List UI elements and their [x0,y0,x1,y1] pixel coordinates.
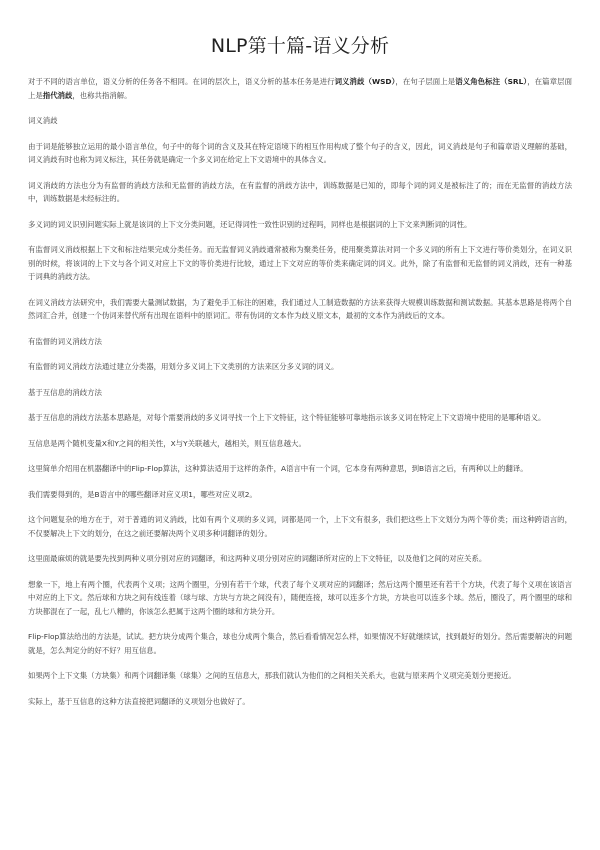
paragraph-15: 如果两个上下文集（方块集）和两个词翻译集（球集）之间的互信息大，那我们就认为他们的之间相关关系大，也就与原来两个义项完美划分更接近。 [28,671,516,680]
paragraph-6: 有监督的词义消歧方法通过建立分类器，用划分多义词上下文类别的方法来区分多义词的词义。 [28,362,339,371]
intro-paragraph [28,75,572,102]
intro-term-coref: 指代消歧 [42,90,73,100]
intro-text-3: ，在篇章层面上是 [28,77,572,100]
paragraph-10: 我们需要得到的，是B语言中的哪些翻译对应义项1，哪些对应义项2。 [28,489,257,499]
intro-text-1: 对于不同的语言单位，语义分析的任务各不相同。在词的层次上，语义分析的基本任务是进行 [28,77,335,86]
page-title: NLP第十篇-语义分析 [210,35,390,57]
paragraph-5: 在词义消歧方法研究中，我们需要大量测试数据，为了避免手工标注的困难，我们通过人工制造数据的方法来获得大规模训练数据和测试数据。其基本思路是将两个自然词汇合并，创建一个伪词来替代所有出现在语料中的原词汇。带有伪词的文本作为歧义原文本，最初的文本作为消歧后的文本。 [28,297,572,320]
paragraph-3: 多义词的词义识别问题实际上就是该词的上下文分类问题，还记得词性一致性识别的过程吗，同样也是根据词的上下文来判断词的词性。 [28,219,472,229]
paragraph-9: 这里简单介绍用在机器翻译中的Flip-Flop算法，这种算法适用于这样的条件，A语言中有一个词，它本身有两种意思，到B语言之后，有两种以上的翻译。 [28,464,528,473]
paragraph-11: 这个问题复杂的地方在于，对于普通的词义消歧，比如有两个义项的多义词，词都是同一个，上下文有很多，我们把这些上下文划分为两个等价类；而这种跨语言的，不仅要解决上下文的划分，在这之前还要解决两个义项多种词翻译的划分。 [28,515,572,538]
paragraph-13: 想象一下，地上有两个圈，代表两个义项；这两个圈里，分别有若干个球，代表了每个义项对应的词翻译；然后这两个圈里还有若干个方块，代表了每个义项在该语言中对应的上下文。然后球和方块之间有线连着（球与球、方块与方块之间没有），随便连接，球可以连多个方块，方块也可以连多个球。然后，圈没了，两个圈里的球和方块都混在了一起，乱七八糟的，你该怎么把属于这两个圈的球和方块分开。 [28,579,572,616]
section-heading-supervised: 有监督的词义消歧方法 [28,336,102,346]
intro-term-wsd: 词义消歧（WSD） [334,77,396,86]
paragraph-8: 互信息是两个随机变量X和Y之间的相关性，X与Y关联越大，越相关，则互信息越大。 [28,438,306,448]
paragraph-12: 这里面最麻烦的就是要先找到两种义项分别对应的词翻译，和这两种义项分别对应的词翻译所对应的上下文特征，以及他们之间的对应关系。 [28,554,487,563]
paragraph-1: 由于词是能够独立运用的最小语言单位，句子中的每个词的含义及其在特定语境下的相互作用构成了整个句子的含义，因此，词义消歧是句子和篇章语义理解的基础，词义消歧有时也称为词义标注，其任务就是确定一个多义词在给定上下文语境中的具体含义。 [28,141,572,164]
paragraph-14: Flip-Flop算法给出的方法是，试试。把方块分成两个集合，球也分成两个集合，然后看看情况怎么样，如果情况不好就继续试，找到最好的划分。然后需要解决的问题就是，怎么判定分的好不好？用互信息。 [28,632,572,655]
intro-term-srl: 语义角色标注（SRL） [455,77,528,86]
paragraph-7: 基于互信息的消歧方法基本思路是，对每个需要消歧的多义词寻找一个上下文特征，这个特征能够可靠地指示该多义词在特定上下文语境中使用的是哪种语义。 [28,413,546,422]
section-heading-mutual-info: 基于互信息的消歧方法 [28,387,102,397]
intro-text-2: ，在句子层面上是 [395,77,456,86]
paragraph-4: 有监督词义消歧根据上下文和标注结果完成分类任务。而无监督词义消歧通常被称为聚类任务，使用聚类算法对同一个多义词的所有上下文进行等价类划分，在词义识别的时候，将该词的上下文与各个词义对应上下文的等价类进行比较，通过上下文对应的等价类来确定词的词义。此外，除了有监督和无监督的词义消歧，还有一种基于词典的消歧方法。 [28,245,572,281]
intro-text-4: ，也称共指消解。 [72,90,132,100]
paragraph-2: 词义消歧的方法也分为有监督的消歧方法和无监督的消歧方法，在有监督的消歧方法中，训练数据是已知的，即每个词的词义是被标注了的；而在无监督的消歧方法中，训练数据是未经标注的。 [28,180,572,203]
paragraph-16: 实际上，基于互信息的这种方法直接把词翻译的义项划分也做好了。 [28,696,250,706]
section-heading-wsd: 词义消歧 [28,116,58,125]
